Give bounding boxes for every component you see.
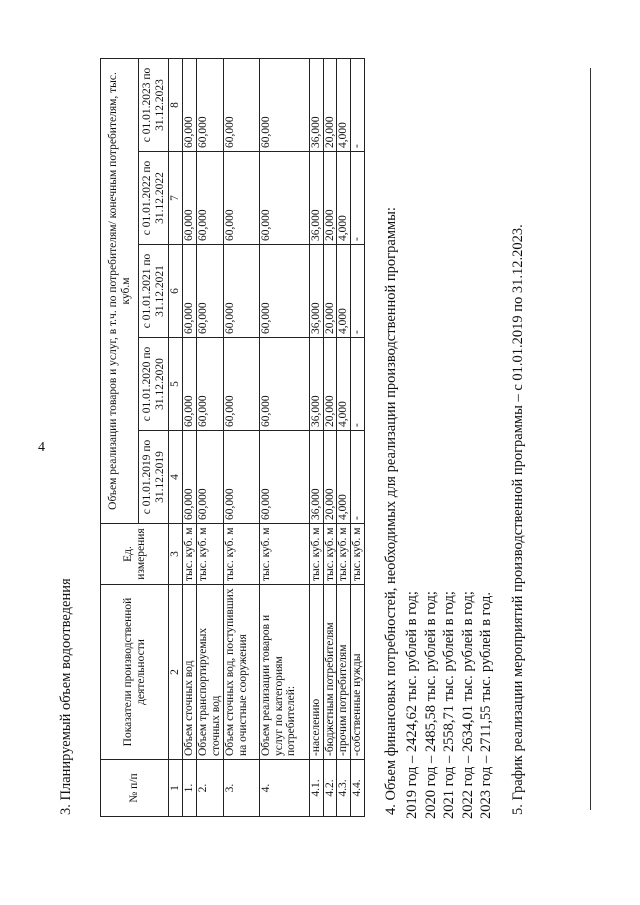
row-value: 4,000 — [337, 431, 351, 524]
header-period: с 01.01.2019 по 31.12.2019 — [139, 431, 169, 524]
table-row — [337, 58, 351, 816]
table-row — [259, 58, 309, 816]
row-value: 4,000 — [337, 245, 351, 338]
row-value: 60,000 — [223, 58, 259, 151]
header-unit: Ед. измерения — [101, 524, 169, 585]
row-value: 60,000 — [196, 431, 223, 524]
table-row — [323, 58, 337, 816]
financial-needs-list — [403, 591, 496, 819]
section-4-heading: 4. Объем финансовых потребностей, необходимых для реализации производственной программы: — [383, 207, 399, 815]
row-value: 4,000 — [337, 58, 351, 151]
header-period: с 01.01.2022 по 31.12.2022 — [139, 152, 169, 245]
row-value: - — [351, 338, 365, 431]
table-body — [183, 58, 365, 816]
table-row — [183, 58, 197, 816]
financial-need-item: 2020 год – 2485,58 тыс. рублей в год; — [422, 591, 439, 819]
row-value: 36,000 — [309, 338, 323, 431]
row-value: 60,000 — [259, 245, 309, 338]
financial-need-item: 2021 год – 2558,71 тыс. рублей в год; — [441, 591, 458, 819]
row-indicator: Объем сточных вод, поступивших на очистные сооружения — [223, 585, 259, 760]
wastewater-volume-table — [100, 58, 365, 817]
row-value: 4,000 — [337, 338, 351, 431]
row-value: 60,000 — [183, 245, 197, 338]
row-value: 60,000 — [196, 58, 223, 151]
row-value: 60,000 — [196, 338, 223, 431]
row-unit: тыс. куб. м — [196, 524, 223, 585]
row-value: 36,000 — [309, 58, 323, 151]
row-number: 4. — [259, 760, 309, 817]
row-value: 36,000 — [309, 245, 323, 338]
financial-need-item: 2023 год – 2711,55 тыс. рублей в год. — [478, 592, 495, 819]
header-period: с 01.01.2023 по 31.12.2023 — [139, 58, 169, 151]
row-indicator: -бюджетным потребителям — [323, 585, 337, 760]
table-row — [351, 58, 365, 816]
row-number: 4.4. — [351, 760, 365, 817]
header-volume: Объем реализации товаров и услуг, в т.ч. по потребителям/ конечным потребителям, тыс. куб.м — [101, 58, 139, 523]
row-unit: тыс. куб. м — [223, 524, 259, 585]
row-unit: тыс. куб. м — [323, 524, 337, 585]
row-value: 60,000 — [259, 431, 309, 524]
row-unit: тыс. куб. м — [337, 524, 351, 585]
column-number: 3 — [169, 524, 183, 585]
row-value: 60,000 — [223, 152, 259, 245]
row-value: - — [351, 245, 365, 338]
row-value: 4,000 — [337, 152, 351, 245]
financial-need-item: 2019 год – 2424,62 тыс. рублей в год; — [404, 591, 420, 819]
row-value: 20,000 — [323, 245, 337, 338]
row-value: 60,000 — [223, 431, 259, 524]
row-value: 20,000 — [323, 431, 337, 524]
row-indicator: -собственные нужды — [351, 585, 365, 760]
column-number: 1 — [169, 760, 183, 817]
row-value: 20,000 — [323, 152, 337, 245]
row-value: 60,000 — [223, 338, 259, 431]
table-row — [309, 58, 323, 816]
financial-need-item: 2022 год – 2634,01 тыс. рублей в год; — [459, 591, 476, 819]
row-value: 60,000 — [183, 58, 197, 151]
row-value: 36,000 — [309, 431, 323, 524]
row-indicator: -населению — [309, 585, 323, 760]
column-number: 2 — [169, 585, 183, 760]
row-number: 4.3. — [337, 760, 351, 817]
row-value: - — [351, 58, 365, 151]
row-number: 4.1. — [309, 760, 323, 817]
row-value: 60,000 — [183, 152, 197, 245]
column-number: 6 — [169, 245, 183, 338]
row-value: 20,000 — [323, 58, 337, 151]
row-indicator: -прочим потребителям — [337, 585, 351, 760]
row-indicator: Объем сточных вод — [183, 585, 197, 760]
row-value: 20,000 — [323, 338, 337, 431]
row-number: 3. — [223, 760, 259, 817]
row-value: - — [351, 152, 365, 245]
row-unit: тыс. куб. м — [351, 524, 365, 585]
row-value: 60,000 — [223, 245, 259, 338]
row-indicator: Объем транспортируемых сточных вод — [196, 585, 223, 760]
column-number: 8 — [169, 58, 183, 151]
row-value: 60,000 — [259, 338, 309, 431]
page-rule-divider — [590, 68, 591, 810]
row-number: 1. — [183, 760, 197, 817]
row-value: 60,000 — [259, 58, 309, 151]
row-value: 36,000 — [309, 152, 323, 245]
header-num: № п/п — [101, 760, 169, 817]
header-indicator: Показатели производственной деятельности — [101, 585, 169, 760]
page-number: 4 — [38, 440, 45, 455]
row-value: 60,000 — [183, 338, 197, 431]
row-value: 60,000 — [259, 152, 309, 245]
column-number: 5 — [169, 338, 183, 431]
column-number: 4 — [169, 431, 183, 524]
section-3-heading: 3. Планируемый объем водоотведения — [58, 578, 74, 815]
row-value: - — [351, 431, 365, 524]
row-number: 4.2. — [323, 760, 337, 817]
table-row — [196, 58, 223, 816]
row-number: 2. — [196, 760, 223, 817]
row-value: 60,000 — [196, 152, 223, 245]
header-period: с 01.01.2020 по 31.12.2020 — [139, 338, 169, 431]
header-period: с 01.01.2021 по 31.12.2021 — [139, 245, 169, 338]
row-unit: тыс. куб. м — [259, 524, 309, 585]
section-5-heading: 5. График реализации мероприятий производственной программы – с 01.01.2019 по 31.12.2023. — [510, 224, 526, 815]
row-unit: тыс. куб. м — [309, 524, 323, 585]
table-row — [223, 58, 259, 816]
row-unit: тыс. куб. м — [183, 524, 197, 585]
row-value: 60,000 — [196, 245, 223, 338]
row-indicator: Объем реализации товаров и услуг по категориям потребителей: — [259, 585, 309, 760]
column-number: 7 — [169, 152, 183, 245]
row-value: 60,000 — [183, 431, 197, 524]
